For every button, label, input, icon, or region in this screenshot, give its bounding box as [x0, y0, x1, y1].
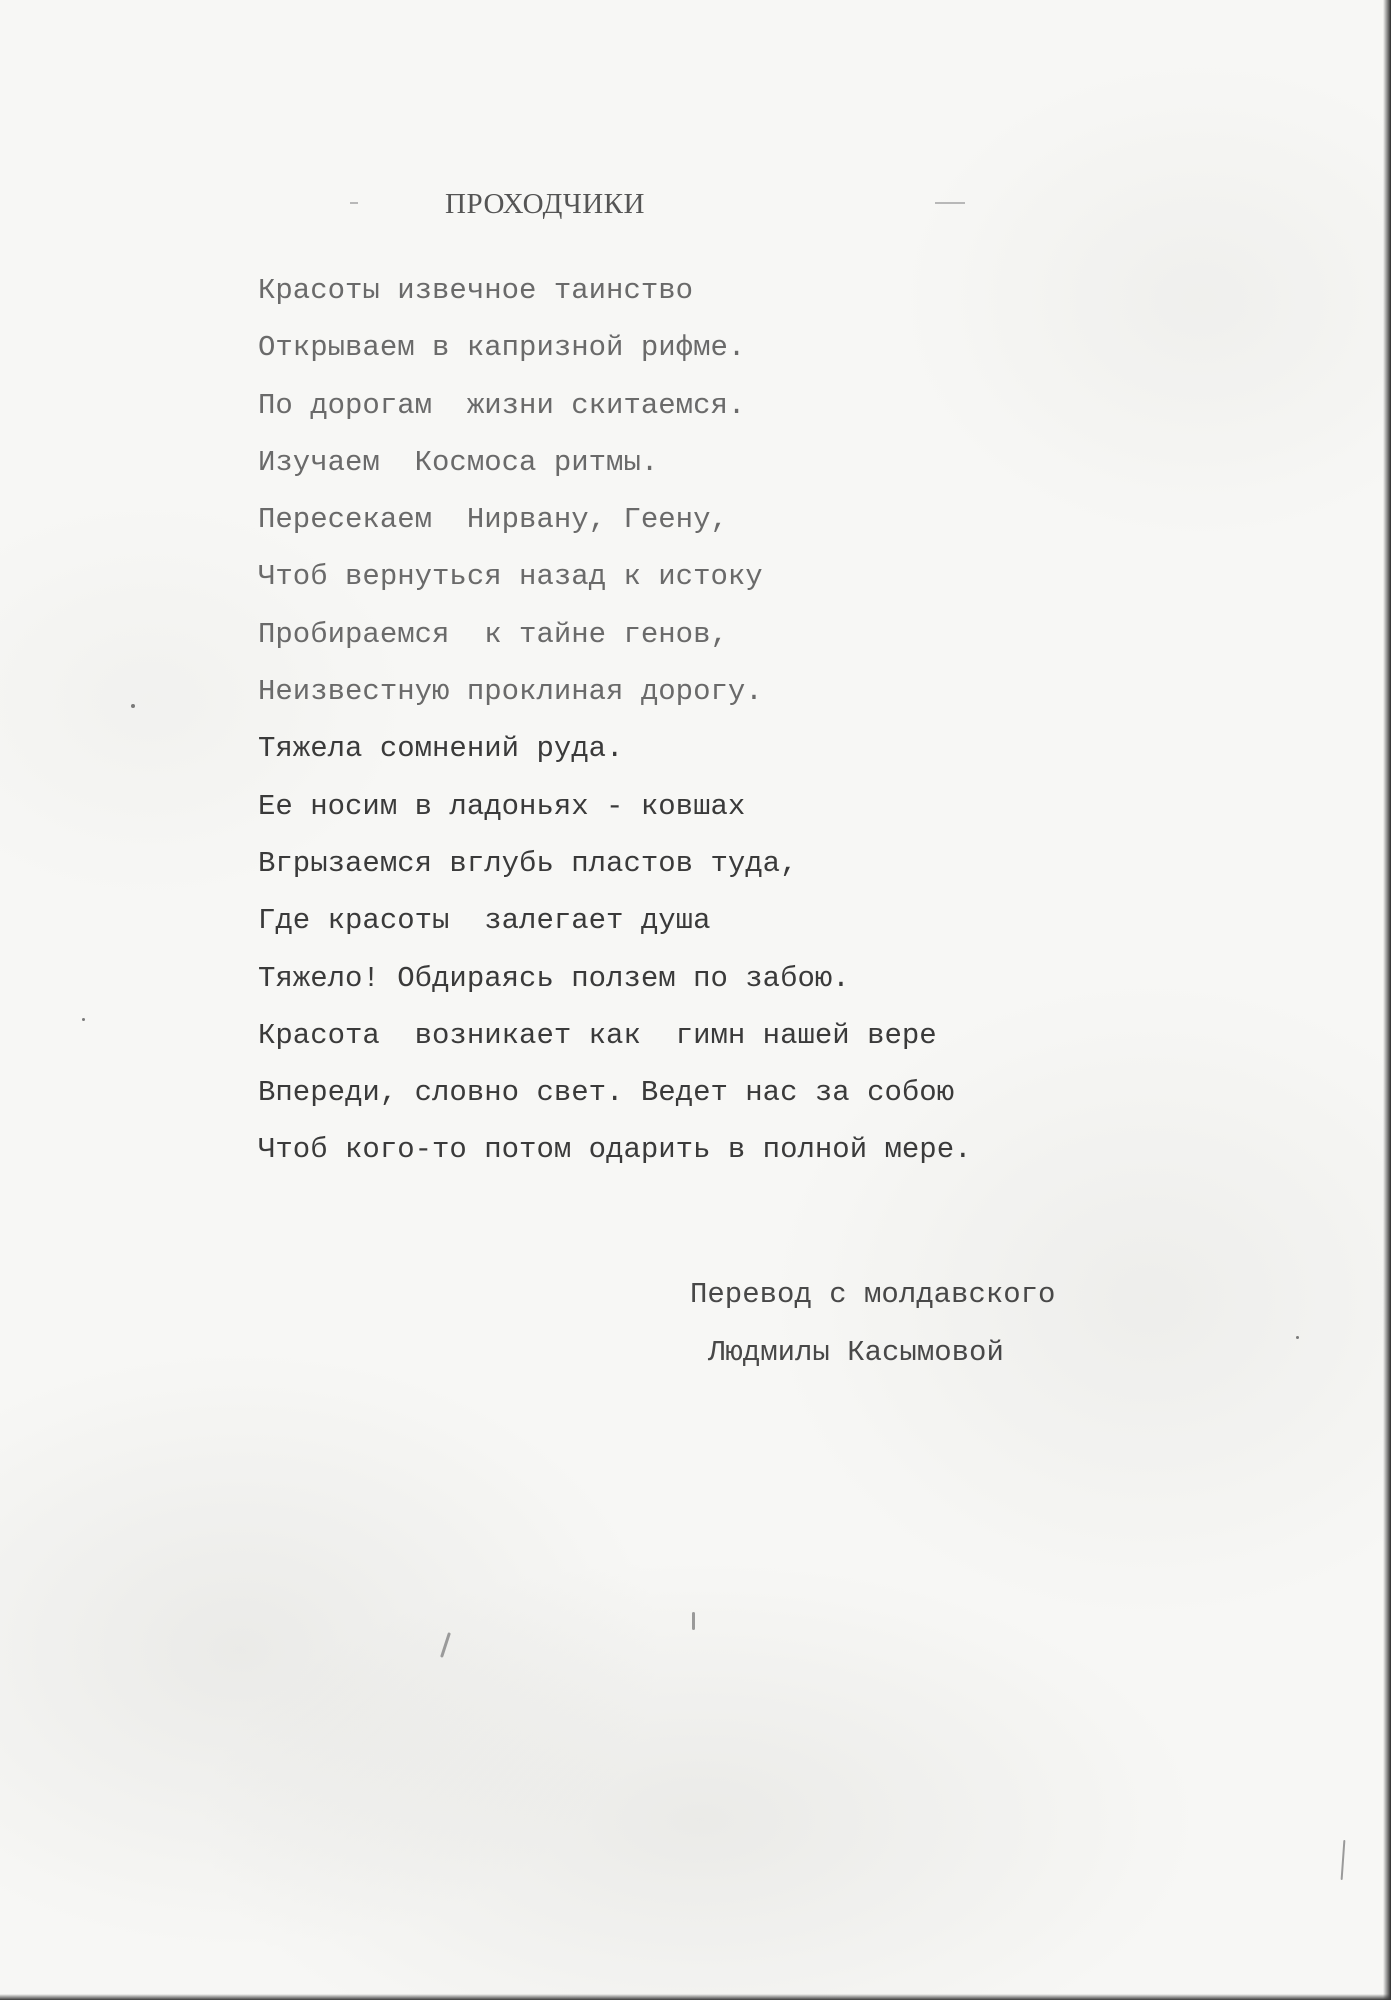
poem-line: Тяжела сомнений руда.: [258, 732, 624, 766]
paper-mark: [1341, 1840, 1346, 1880]
translator-attribution: [690, 1272, 1055, 1388]
poem-line: Чтоб вернуться назад к истоку: [258, 560, 763, 594]
page-edge: [1383, 0, 1391, 2000]
paper-mark: [692, 1612, 695, 1630]
page-edge: [0, 1994, 1391, 2000]
paper-speck: [131, 704, 135, 708]
poem-line: Открываем в капризной рифме.: [258, 331, 746, 365]
poem-line: Тяжело! Обдираясь ползем по забою.: [258, 961, 850, 995]
poem-title: ПРОХОДЧИКИ: [445, 188, 645, 220]
paper-speck: [82, 1018, 85, 1021]
paper-mark: [350, 202, 358, 204]
poem-line: Где красоты залегает душа: [258, 904, 711, 938]
attribution-line: Перевод с молдавского: [690, 1278, 1056, 1311]
poem-line: Изучаем Космоса ритмы.: [258, 445, 659, 479]
poem-line: По дорогам жизни скитаемся.: [258, 388, 746, 422]
poem-line: Пересекаем Нирвану, Геену,: [258, 503, 728, 537]
poem-line: Красоты извечное таинство: [258, 274, 694, 307]
poem-line: Вгрызаемся вглубь пластов туда,: [258, 846, 798, 880]
paper-mark: [935, 202, 965, 204]
paper-mark: [440, 1632, 451, 1658]
poem-line: Неизвестную проклиная дорогу.: [258, 675, 763, 709]
paper-speck: [1296, 1336, 1299, 1339]
poem-line: Красота возникает как гимн нашей вере: [258, 1018, 937, 1052]
poem-line: Пробираемся к тайне генов,: [258, 617, 728, 651]
translator-name: Людмилы Касымовой: [708, 1336, 1004, 1369]
poem-body: [258, 268, 972, 1185]
poem-line: Впереди, словно свет. Ведет нас за собою: [258, 1076, 955, 1110]
poem-line: Чтоб кого-то потом одарить в полной мере.: [258, 1133, 972, 1167]
poem-line: Ее носим в ладоньях - ковшах: [258, 789, 746, 823]
